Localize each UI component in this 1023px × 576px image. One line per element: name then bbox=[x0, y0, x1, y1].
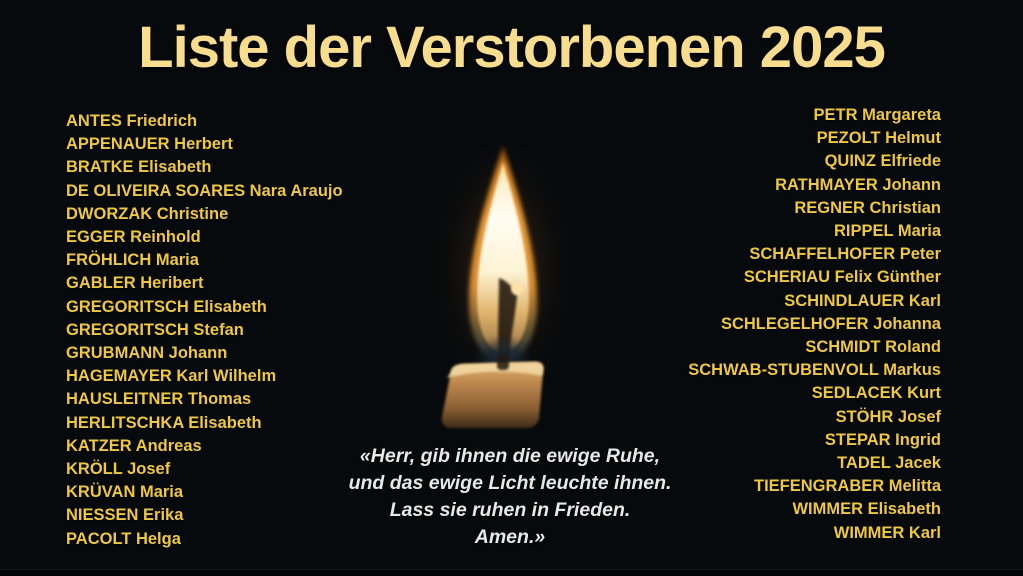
deceased-name: HERLITSCHKA Elisabeth bbox=[66, 413, 262, 432]
deceased-name: RIPPEL Maria bbox=[834, 222, 941, 241]
deceased-name: DE OLIVEIRA SOARES Nara Araujo bbox=[66, 181, 343, 200]
candle-flame-icon bbox=[425, 128, 585, 438]
deceased-name: DWORZAK Christine bbox=[66, 204, 229, 223]
deceased-name: SCHLEGELHOFER Johanna bbox=[720, 314, 941, 333]
deceased-name: GREGORITSCH Elisabeth bbox=[66, 297, 267, 316]
deceased-name: BRATKE Elisabeth bbox=[66, 158, 212, 177]
deceased-list-right bbox=[688, 104, 941, 545]
prayer-line: Lass sie ruhen in Frieden. bbox=[389, 499, 631, 521]
deceased-name: FRÖHLICH Maria bbox=[66, 251, 199, 270]
deceased-name: KRÜVAN Maria bbox=[66, 483, 184, 502]
deceased-name: APPENAUER Herbert bbox=[66, 135, 233, 154]
deceased-name: REGNER Christian bbox=[794, 198, 941, 217]
deceased-list-left bbox=[66, 110, 343, 551]
deceased-name: SCHERIAU Felix Günther bbox=[743, 268, 941, 287]
deceased-name: TADEL Jacek bbox=[837, 454, 941, 473]
memorial-prayer bbox=[330, 443, 690, 551]
deceased-name: SCHMIDT Roland bbox=[805, 338, 941, 357]
deceased-name: GABLER Heribert bbox=[66, 274, 204, 293]
prayer-line: Amen.» bbox=[474, 526, 546, 548]
deceased-name: ANTES Friedrich bbox=[66, 112, 198, 130]
deceased-name: GREGORITSCH Stefan bbox=[66, 320, 244, 339]
deceased-name: WIMMER Elisabeth bbox=[792, 500, 941, 519]
deceased-name: KRÖLL Josef bbox=[66, 460, 171, 479]
deceased-name: KATZER Andreas bbox=[66, 436, 202, 455]
deceased-name: STÖHR Josef bbox=[835, 407, 941, 426]
deceased-name: STEPAR Ingrid bbox=[824, 430, 941, 449]
deceased-name: SCHWAB-STUBENVOLL Markus bbox=[688, 361, 941, 380]
deceased-name: PETR Margareta bbox=[813, 106, 941, 124]
deceased-name: NIESSEN Erika bbox=[66, 506, 184, 525]
prayer-line: «Herr, gib ihnen die ewige Ruhe, bbox=[359, 445, 661, 467]
deceased-name: EGGER Reinhold bbox=[66, 228, 201, 247]
deceased-name: HAUSLEITNER Thomas bbox=[66, 390, 252, 409]
deceased-name: PACOLT Helga bbox=[66, 529, 181, 548]
deceased-name: HAGEMAYER Karl Wilhelm bbox=[66, 367, 277, 386]
deceased-name: RATHMAYER Johann bbox=[775, 175, 941, 194]
prayer-line: und das ewige Licht leuchte ihnen. bbox=[348, 472, 672, 494]
bottom-edge-bar bbox=[0, 569, 1023, 576]
deceased-name: SCHAFFELHOFER Peter bbox=[749, 245, 941, 264]
deceased-name: TIEFENGRABER Melitta bbox=[753, 477, 941, 496]
deceased-name: SCHINDLAUER Karl bbox=[784, 291, 941, 310]
page-title: Liste der Verstorbenen 2025 bbox=[138, 15, 885, 80]
deceased-name: PEZOLT Helmut bbox=[816, 129, 941, 148]
deceased-name: WIMMER Karl bbox=[833, 523, 941, 542]
deceased-name: SEDLACEK Kurt bbox=[811, 384, 941, 403]
deceased-name: QUINZ Elfriede bbox=[824, 152, 941, 171]
deceased-name: GRUBMANN Johann bbox=[66, 344, 228, 363]
